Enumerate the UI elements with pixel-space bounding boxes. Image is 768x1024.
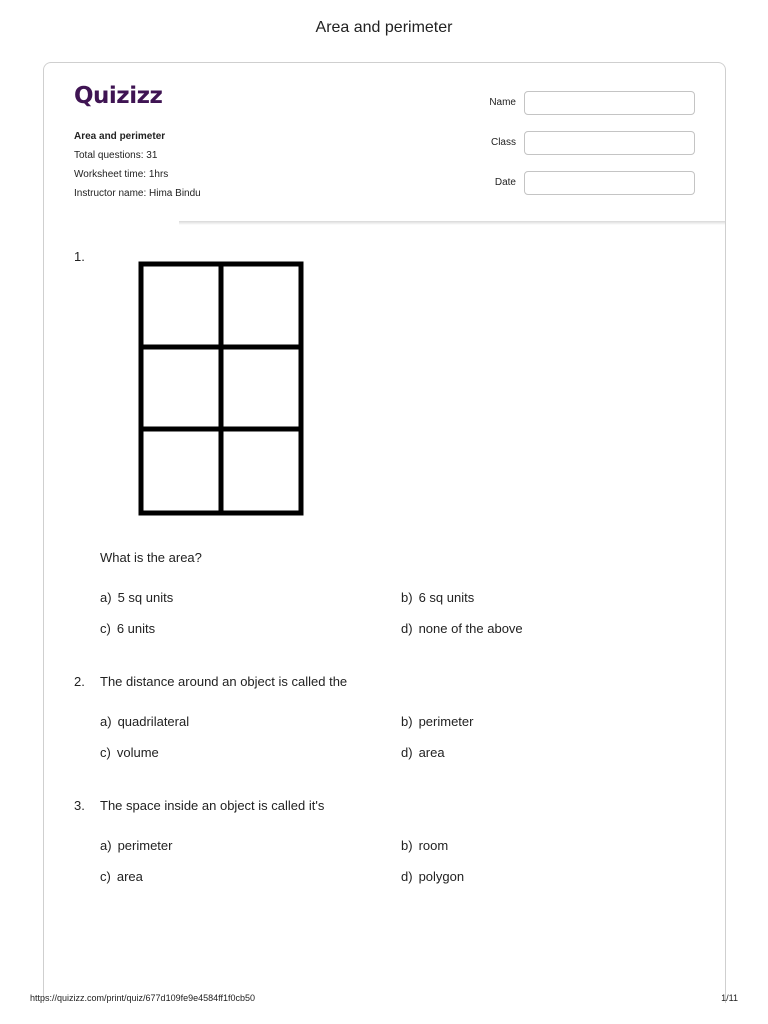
class-label: Class — [490, 137, 516, 148]
footer-url: https://quizizz.com/print/quiz/677d109fe9e4584ff1f0cb50 — [30, 993, 255, 1003]
worksheet-header — [44, 63, 725, 223]
print-title: Area and perimeter — [315, 19, 453, 36]
worksheet-page — [43, 62, 726, 1003]
question-2-option-d: d) area — [401, 745, 445, 760]
total-questions: Total questions: 31 — [74, 150, 158, 161]
question-3-option-a: a) perimeter — [100, 838, 173, 853]
question-2-number: 2. — [74, 674, 85, 689]
name-field[interactable] — [524, 91, 695, 115]
question-1-number: 1. — [74, 249, 85, 264]
question-1-option-d: d) none of the above — [401, 621, 523, 636]
question-3-option-c: c) area — [100, 869, 143, 884]
question-2-option-c: c) volume — [100, 745, 159, 760]
question-3-number: 3. — [74, 798, 85, 813]
question-1-option-a: a) 5 sq units — [100, 590, 174, 605]
worksheet-time: Worksheet time: 1hrs — [74, 169, 169, 180]
question-3-text: The space inside an object is called it's — [100, 798, 325, 813]
question-2-option-a: a) quadrilateral — [100, 714, 190, 729]
class-field[interactable] — [524, 131, 695, 155]
area-grid-figure — [138, 261, 306, 517]
header-divider — [179, 221, 725, 225]
date-label: Date — [494, 177, 516, 188]
instructor-name: Instructor name: Hima Bindu — [74, 188, 201, 199]
question-1-option-c: c) 6 units — [100, 621, 156, 636]
quizizz-logo: Quizizz — [74, 83, 163, 109]
question-2-option-b: b) perimeter — [401, 714, 474, 729]
name-label: Name — [489, 97, 516, 108]
page-number: 1/11 — [721, 993, 738, 1003]
question-1-text: What is the area? — [100, 550, 202, 565]
date-field[interactable] — [524, 171, 695, 195]
question-3-option-b: b) room — [401, 838, 449, 853]
worksheet-info — [74, 127, 201, 203]
question-2-text: The distance around an object is called the — [100, 674, 348, 689]
worksheet-title: Area and perimeter — [74, 131, 166, 142]
question-3-option-d: d) polygon — [401, 869, 465, 884]
question-1-option-b: b) 6 sq units — [401, 590, 475, 605]
